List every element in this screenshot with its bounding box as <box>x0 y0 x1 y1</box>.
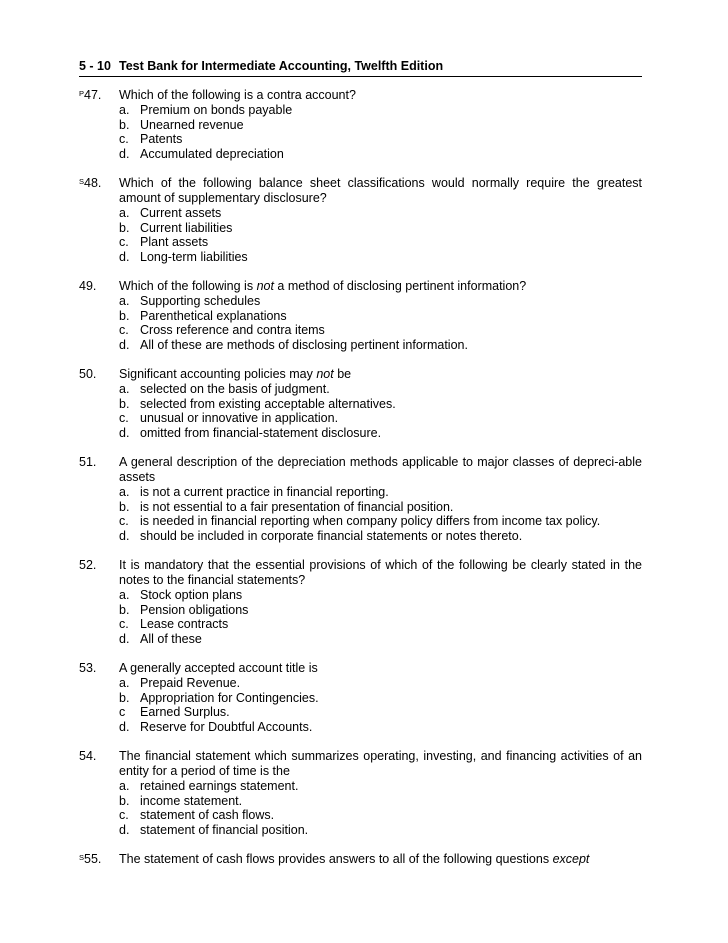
question-number <box>79 852 119 867</box>
option-text: statement of cash flows. <box>140 808 275 822</box>
stem-text: Which of the following is a contra account? <box>119 88 356 102</box>
option-letter: b. <box>119 308 130 323</box>
option-text: Earned Surplus. <box>140 705 230 719</box>
question-number <box>79 661 119 676</box>
answer-option <box>119 514 642 529</box>
question-number-text: 48. <box>84 176 102 190</box>
answer-option <box>119 103 642 118</box>
stem-text: be <box>333 367 352 381</box>
answer-option <box>119 323 642 338</box>
option-text: All of these are methods of disclosing pertinent information. <box>140 337 468 352</box>
answer-option <box>119 779 642 794</box>
option-letter: d. <box>119 337 130 352</box>
option-letter: c. <box>119 323 129 337</box>
question-item <box>79 558 642 646</box>
answer-option <box>119 221 642 236</box>
answer-option <box>119 617 642 632</box>
option-text: Current assets <box>140 206 222 220</box>
answer-option <box>119 294 642 309</box>
option-letter: d. <box>119 146 130 161</box>
question-list <box>79 88 642 882</box>
option-letter: c <box>119 705 126 719</box>
option-letter: c. <box>119 808 129 822</box>
question-item <box>79 455 642 543</box>
book-title: Test Bank for Intermediate Accounting, Twelfth Edition <box>119 59 444 73</box>
stem-emphasis: not <box>256 279 274 293</box>
question-number <box>79 749 119 764</box>
question-stem <box>119 279 642 294</box>
question-stem <box>119 88 642 103</box>
option-letter: c. <box>119 132 129 146</box>
answer-option <box>119 382 642 397</box>
option-text: selected from existing acceptable alternatives. <box>140 396 396 411</box>
option-text: Prepaid Revenue. <box>140 676 241 690</box>
option-letter: d. <box>119 631 130 646</box>
question-item <box>79 852 642 867</box>
option-text: Lease contracts <box>140 617 229 631</box>
question-stem <box>119 367 642 382</box>
stem-text: a method of disclosing pertinent information? <box>273 279 527 293</box>
page-header <box>79 58 642 77</box>
question-stem <box>119 455 642 485</box>
question-stem <box>119 661 642 676</box>
answer-option <box>119 720 642 735</box>
question-item <box>79 88 642 161</box>
question-number-text: 47. <box>84 88 102 102</box>
question-number-text: 54. <box>79 749 97 763</box>
question-number-text: 51. <box>79 455 97 469</box>
option-text: Long-term liabilities <box>140 249 248 264</box>
question-stem <box>119 558 642 588</box>
option-letter: a. <box>119 206 130 220</box>
question-stem <box>119 176 642 206</box>
answer-option <box>119 338 642 353</box>
option-letter: b. <box>119 396 130 411</box>
answer-option <box>119 676 642 691</box>
option-text: Pension obligations <box>140 602 249 617</box>
option-letter: a. <box>119 588 130 602</box>
option-letter: a. <box>119 779 130 793</box>
question-marker: S <box>79 853 85 862</box>
option-text: Appropriation for Contingencies. <box>140 690 319 705</box>
answer-option <box>119 118 642 133</box>
option-text: is not a current practice in financial reporting. <box>140 485 389 499</box>
option-letter: a. <box>119 382 130 396</box>
option-letter: d. <box>119 822 130 837</box>
question-marker: S <box>79 177 85 186</box>
page-number: 5 - 10 <box>79 59 111 73</box>
option-text: statement of financial position. <box>140 822 309 837</box>
question-number-text: 50. <box>79 367 97 381</box>
option-text: Reserve for Doubtful Accounts. <box>140 719 313 734</box>
option-text: selected on the basis of judgment. <box>140 382 330 396</box>
answer-option <box>119 485 642 500</box>
option-letter: c. <box>119 617 129 631</box>
option-text: Supporting schedules <box>140 294 261 308</box>
question-item <box>79 749 642 837</box>
option-letter: b. <box>119 499 130 514</box>
answer-option <box>119 588 642 603</box>
stem-emphasis: except <box>552 852 590 866</box>
question-number <box>79 176 119 191</box>
answer-option <box>119 603 642 618</box>
option-text: Plant assets <box>140 235 209 249</box>
answer-option <box>119 632 642 647</box>
question-item <box>79 367 642 440</box>
option-text: income statement. <box>140 793 243 808</box>
option-letter: a. <box>119 294 130 308</box>
option-letter: d. <box>119 719 130 734</box>
stem-text: The financial statement which summarizes operating, investing, and financing activities of an entity for a period of time is the <box>119 749 642 778</box>
option-text: Patents <box>140 132 183 146</box>
question-number-text: 49. <box>79 279 97 293</box>
answer-option <box>119 147 642 162</box>
answer-option <box>119 426 642 441</box>
question-number-text: 55. <box>84 852 102 866</box>
option-letter: b. <box>119 220 130 235</box>
option-text: omitted from financial-statement disclosure. <box>140 425 382 440</box>
option-text: Current liabilities <box>140 220 233 235</box>
question-item <box>79 176 642 264</box>
option-text: Stock option plans <box>140 588 243 602</box>
option-letter: a. <box>119 103 130 117</box>
question-number <box>79 367 119 382</box>
answer-option <box>119 206 642 221</box>
answer-option <box>119 500 642 515</box>
question-number <box>79 88 119 103</box>
question-stem <box>119 852 642 867</box>
answer-option <box>119 794 642 809</box>
stem-text: The statement of cash flows provides answers to all of the following questions <box>119 852 553 866</box>
option-letter: c. <box>119 514 129 528</box>
option-letter: d. <box>119 528 130 543</box>
question-number-text: 52. <box>79 558 97 572</box>
stem-text: It is mandatory that the essential provisions of which of the following be clearly stated in the notes to the financial statements? <box>119 558 642 587</box>
answer-option <box>119 529 642 544</box>
answer-option <box>119 808 642 823</box>
option-text: should be included in corporate financial statements or notes thereto. <box>140 528 523 543</box>
answer-option <box>119 823 642 838</box>
question-item <box>79 661 642 734</box>
option-letter: d. <box>119 425 130 440</box>
answer-option <box>119 397 642 412</box>
question-stem <box>119 749 642 779</box>
option-text: is needed in financial reporting when company policy differs from income tax policy. <box>140 514 601 528</box>
question-number <box>79 455 119 470</box>
option-text: Cross reference and contra items <box>140 323 325 337</box>
question-item <box>79 279 642 352</box>
stem-emphasis: not <box>316 367 334 381</box>
option-text: unusual or innovative in application. <box>140 411 339 425</box>
answer-option <box>119 132 642 147</box>
option-letter: b. <box>119 793 130 808</box>
stem-text: Significant accounting policies may <box>119 367 317 381</box>
stem-text: Which of the following is <box>119 279 257 293</box>
option-letter: c. <box>119 235 129 249</box>
option-letter: b. <box>119 690 130 705</box>
question-number <box>79 279 119 294</box>
option-letter: a. <box>119 676 130 690</box>
answer-option <box>119 250 642 265</box>
question-marker: P <box>79 89 85 98</box>
option-text: Unearned revenue <box>140 117 244 132</box>
option-text: Accumulated depreciation <box>140 146 284 161</box>
option-letter: b. <box>119 602 130 617</box>
option-letter: a. <box>119 485 130 499</box>
option-text: Parenthetical explanations <box>140 308 287 323</box>
option-letter: d. <box>119 249 130 264</box>
option-letter: c. <box>119 411 129 425</box>
answer-option <box>119 309 642 324</box>
answer-option <box>119 705 642 720</box>
option-text: is not essential to a fair presentation of financial position. <box>140 499 454 514</box>
answer-option <box>119 235 642 250</box>
option-text: Premium on bonds payable <box>140 103 293 117</box>
option-text: retained earnings statement. <box>140 779 299 793</box>
answer-option <box>119 411 642 426</box>
stem-text: A generally accepted account title is <box>119 661 318 675</box>
stem-text: A general description of the depreciation methods applicable to major classes of depreci-able assets <box>119 455 642 484</box>
option-text: All of these <box>140 631 202 646</box>
question-number <box>79 558 119 573</box>
answer-option <box>119 691 642 706</box>
question-number-text: 53. <box>79 661 97 675</box>
option-letter: b. <box>119 117 130 132</box>
stem-text: Which of the following balance sheet classifications would normally require the greatest amount of supplementary disclosure? <box>119 176 642 205</box>
